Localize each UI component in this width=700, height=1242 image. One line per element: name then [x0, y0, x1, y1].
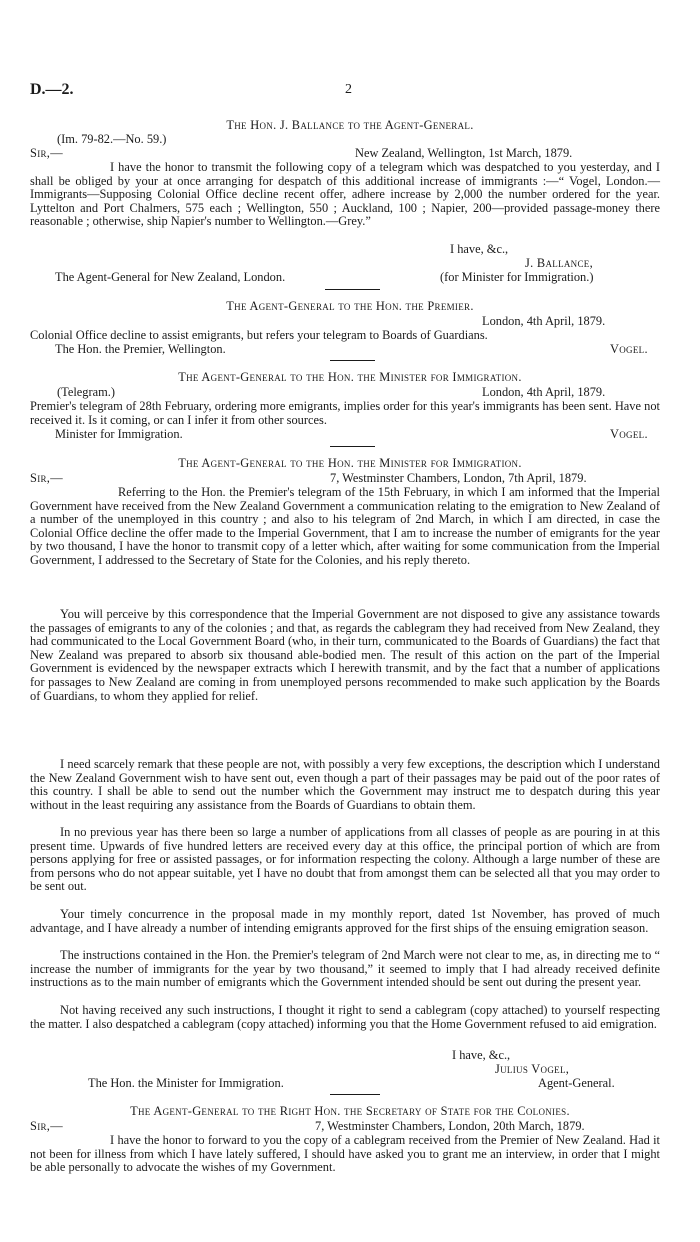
document-reference: D.—2. — [30, 81, 74, 98]
letter-1-salutation: Sir,— — [30, 146, 63, 160]
letter-5-salutation: Sir,— — [30, 1119, 63, 1133]
letter-3-title: The Agent-General to the Hon. the Minister for Immigration. — [178, 370, 522, 384]
letter-4-paragraph-1: Referring to the Hon. the Premier's telegram of the 15th February, in which I am informed that the Imperial Government have received from the New Zealand Government a communication relating to the emigration to New Zealand of a number of the unemployed in this country ; and also to his telegram of 2nd March, in which I am directed, in case the Colonial Office decline the offer made to the Imperial Government, that I am to increase the number of emigrants for the year by two thousand, I have the honor to transmit copy of a letter which, after waiting for some communication from the Imperial Government, I addressed to the Secretary of State for the Colonies, and his reply thereto. — [30, 485, 660, 567]
letter-1-signature-note: (for Minister for Immigration.) — [440, 270, 594, 284]
letter-4-paragraph-7: Not having received any such instructions, I thought it right to send a cablegram (copy attached) to yourself respecting the matter. I also despatched a cablegram (copy attached) informing you that the Home Government refused to aid emigration. — [30, 1003, 660, 1031]
letter-4-paragraph-3: I need scarcely remark that these people are not, with possibly a very few exceptions, the description which I understand the New Zealand Government wish to have sent out, even though a part of their passages may be paid out of the poor rates of this country. I shall be able to send out the number which the Government may instruct me to despatch during this year without in the least requiring any assistance from the Boards of Guardians to obtain them. — [30, 757, 660, 812]
section-divider — [330, 360, 375, 361]
letter-2-addressee: The Hon. the Premier, Wellington. — [55, 342, 226, 356]
letter-4-paragraph-4: In no previous year has there been so large a number of applications from all classes of people as are pouring in at this present time. Upwards of five hundred letters are received every day at this office, the principal portion of which are from persons applying for free or assisted passages, or for information respecting the colony. Although a large number of these are from persons who do not appear suitable, yet I have no doubt that from amongst them can be selected all that you may order to be sent out. — [30, 825, 660, 894]
letter-1-title: The Hon. J. Ballance to the Agent-General. — [226, 118, 474, 132]
section-divider — [330, 1094, 380, 1095]
section-divider — [325, 289, 380, 290]
section-divider — [330, 446, 375, 447]
letter-4-paragraph-5: Your timely concurrence in the proposal made in my monthly report, dated 1st November, has proved of much advantage, and I have already a number of intending emigrants approved for the first ships of the ensuing emigration season. — [30, 907, 660, 935]
letter-3-place-date: London, 4th April, 1879. — [482, 385, 606, 399]
letter-3-signature: Vogel. — [610, 427, 648, 441]
letter-4-title: The Agent-General to the Hon. the Minister for Immigration. — [178, 456, 522, 470]
letter-1-place-date: New Zealand, Wellington, 1st March, 1879. — [355, 146, 573, 160]
letter-1-addressee: The Agent-General for New Zealand, London. — [55, 270, 286, 284]
letter-4-place-date: 7, Westminster Chambers, London, 7th April, 1879. — [330, 471, 587, 485]
letter-2-title: The Agent-General to the Hon. the Premier. — [226, 299, 474, 313]
letter-1-reference: (Im. 79-82.—No. 59.) — [57, 132, 167, 146]
letter-4-paragraph-2: You will perceive by this correspondence that the Imperial Government are not disposed to give any assistance towards the passages of emigrants to any of the colonies ; and that, as regards the cablegram they had received from New Zealand, they had communicated to the Local Government Board (who, in their turn, communicated to the Boards of Guardians) the fact that New Zealand was prepared to absorb six thousand able-bodied men. The result of this action on the part of the Imperial Government is evidenced by the newspaper extracts which I herewith transmit, and by the fact that a number of applications for passages to New Zealand are coming in from unemployed persons recommended to make such application by the Boards of Guardians, to whom they applied for relief. — [30, 607, 660, 703]
letter-2-paragraph: Colonial Office decline to assist emigrants, but refers your telegram to Boards of Guardians. — [30, 328, 488, 342]
letter-4-addressee: The Hon. the Minister for Immigration. — [88, 1076, 284, 1090]
letter-2-signature: Vogel. — [610, 342, 648, 356]
letter-5-paragraph: I have the honor to forward to you the copy of a cablegram received from the Premier of New Zealand. Had it not been for illness from which I have lately suffered, I should have asked you to grant me an interview, in order that I might be able personally to advocate the wishes of my Government. — [30, 1133, 660, 1175]
letter-5-place-date: 7, Westminster Chambers, London, 20th March, 1879. — [315, 1119, 585, 1133]
letter-4-signature: Julius Vogel, — [495, 1062, 570, 1076]
letter-1-closing: I have, &c., — [450, 242, 509, 256]
letter-3-addressee: Minister for Immigration. — [55, 427, 183, 441]
letter-1-paragraph: I have the honor to transmit the following copy of a telegram which was despatched to you yesterday, and I shall be obliged by your at once arranging for despatch of this additional increase of immigrants :—“ Vogel, London.—Immigrants—Supposing Colonial Office decline recent offer, adhere increase by 2,000 the number ordered for the year. Lyttelton and Port Chalmers, 575 each ; Wellington, 550 ; Auckland, 100 ; Napier, 200—provided passage-money there reasonable ; otherwise, ship Napier's number to Wellington.—Grey.” — [30, 160, 660, 229]
letter-4-salutation: Sir,— — [30, 471, 63, 485]
letter-2-place-date: London, 4th April, 1879. — [482, 314, 606, 328]
letter-4-signature-title: Agent-General. — [538, 1076, 615, 1090]
letter-3-reference: (Telegram.) — [57, 385, 115, 399]
letter-4-paragraph-6: The instructions contained in the Hon. the Premier's telegram of 2nd March were not clear to me, as, in directing me to “ increase the number of immigrants for the year by two thousand,” it seemed to imply that I had already received definite instructions as to the main number of emigrants which the Government intended should be sent out during the present year. — [30, 948, 660, 990]
letter-1-signature: J. Ballance, — [525, 256, 593, 270]
page-number: 2 — [345, 82, 352, 97]
letter-3-paragraph: Premier's telegram of 28th February, ordering more emigrants, implies order for this year's immigrants has been sent. Have not received it. Is it coming, or can I infer it from other sources. — [30, 399, 660, 427]
letter-4-closing: I have, &c., — [452, 1048, 511, 1062]
letter-5-title: The Agent-General to the Right Hon. the Secretary of State for the Colonies. — [130, 1104, 570, 1118]
